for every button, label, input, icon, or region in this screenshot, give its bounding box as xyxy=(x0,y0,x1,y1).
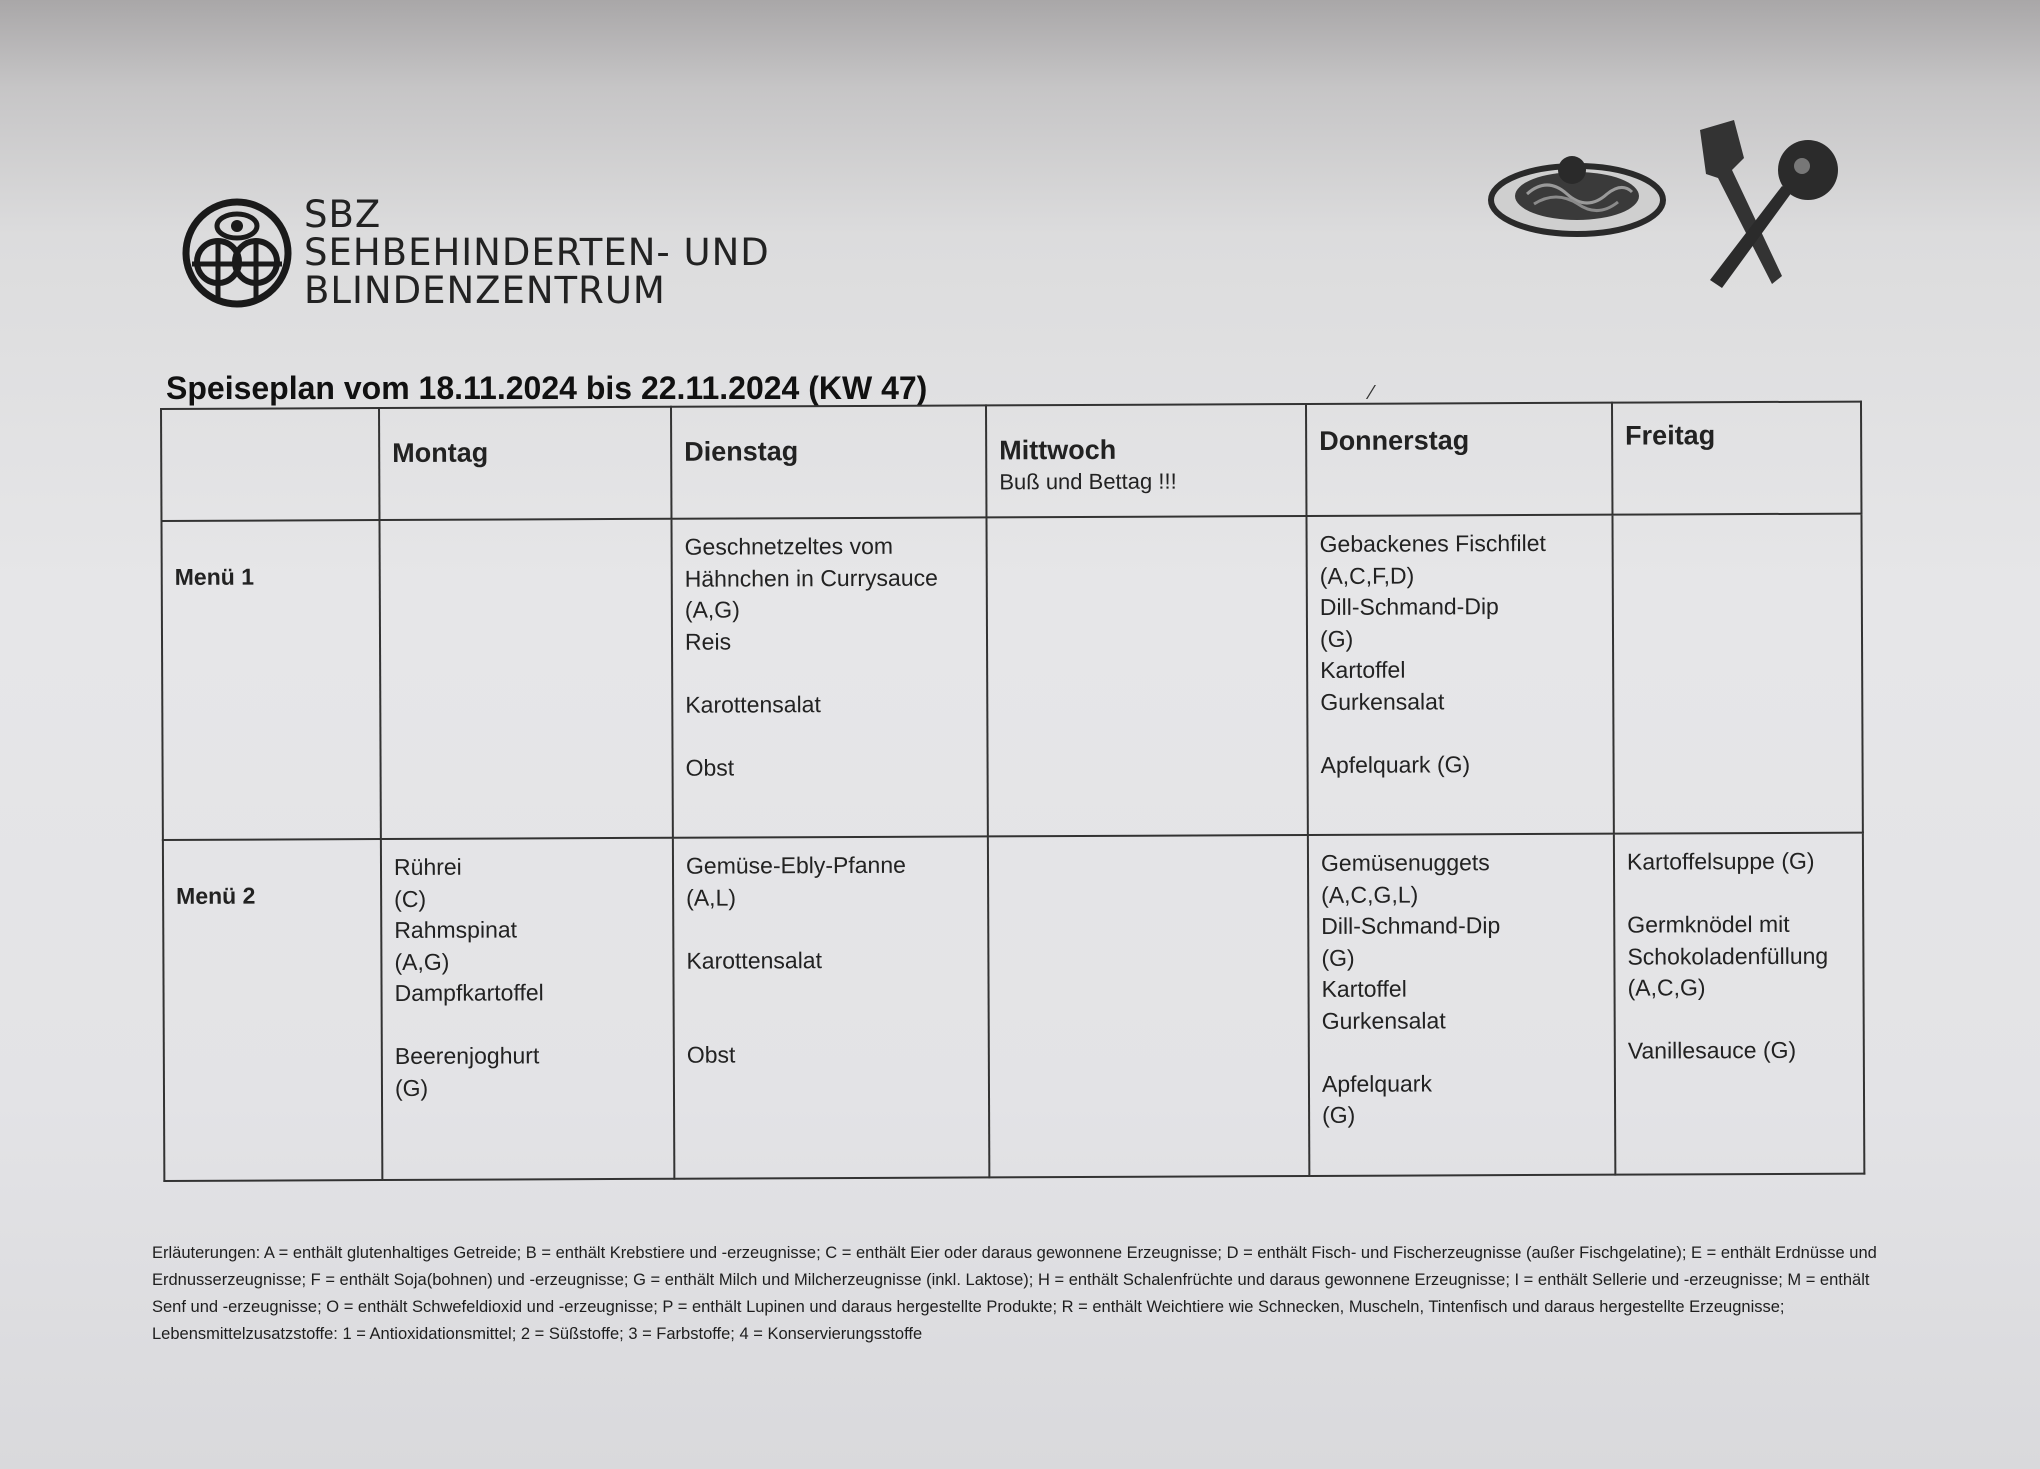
menu-cell xyxy=(988,835,1309,1177)
menu-cell xyxy=(986,516,1307,836)
dish-line: Hähnchen in Currysauce xyxy=(684,564,938,592)
page-title: Speiseplan vom 18.11.2024 bis 22.11.2024 (KW 47) xyxy=(166,370,928,406)
organization-name xyxy=(304,193,770,312)
menu-cell xyxy=(1614,833,1864,1175)
dish-line: Beerenjoghurt xyxy=(394,1042,540,1070)
dish-line: Obst xyxy=(685,754,735,781)
dish-line xyxy=(686,976,975,1009)
dish-line xyxy=(686,913,975,946)
dish-line: (G) xyxy=(1319,625,1354,652)
dish-line: (A,C,G) xyxy=(1627,974,1706,1001)
table-header-row xyxy=(161,402,1861,522)
dish-line: (C) xyxy=(394,885,427,912)
dish-line: Karottensalat xyxy=(686,946,823,974)
menu-row xyxy=(163,833,1864,1181)
day-name: Montag xyxy=(392,437,489,468)
header-day-cell xyxy=(1612,402,1861,515)
dish-line: Gurkensalat xyxy=(1320,688,1445,715)
dish-line: Karottensalat xyxy=(685,690,821,718)
menu-cell xyxy=(381,838,674,1180)
dish-line: Reis xyxy=(684,628,732,655)
dish-line: Kartoffel xyxy=(1320,656,1406,684)
dish-line: Apfelquark (G) xyxy=(1320,751,1471,778)
dish-line: Apfelquark xyxy=(1321,1070,1432,1097)
dish-line: (G) xyxy=(394,1074,429,1101)
day-note: Buß und Bettag !!! xyxy=(999,468,1177,495)
dish-line: Rahmspinat xyxy=(394,916,518,944)
food-decoration xyxy=(1482,118,1862,303)
day-name: Freitag xyxy=(1625,420,1716,451)
sbz-logo-icon xyxy=(180,196,294,315)
day-name: Dienstag xyxy=(684,436,799,467)
menu-label: Menü 2 xyxy=(163,839,382,1181)
org-line-1: SBZ xyxy=(304,193,382,236)
header-day-cell xyxy=(1306,403,1612,517)
dish-line: (A,G) xyxy=(684,596,740,623)
dish-line xyxy=(1322,1036,1602,1069)
dish-line xyxy=(1627,877,1850,909)
dish-line: Kartoffelsuppe (G) xyxy=(1626,847,1815,875)
allergen-legend: Erläuterungen: A = enthält glutenhaltiges Getreide; B = enthält Krebstiere und -erzeugnisse; C = enthält Eier oder daraus gewonnene Erzeugnisse; D = enthält Fisch- und Fischerzeugnisse (außer Fischgelatine); E = enthält Erdnüsse und Erdnusserzeugnisse; F = enthält Soja(bohnen) und -erzeugnisse; G = enthält Milch und Milcherzeugnisse (inkl. Laktose); H = enthält Schalenfrüchte und daraus gewonnene Erzeugnisse; I = enthält Sellerie und -erzeugnisse; M = enthält Senf und -erzeugnisse; O = enthält Schwefeldioxid und -erzeugnisse; P = enthält Lupinen und daraus hergestellte Produkte; R = enthält Weichtiere wie Schnecken, Muscheln, Tintenfisch und daraus hergestellte Erzeugnisse; Lebensmittelzusatzstoffe: 1 = Antioxidationsmittel; 2 = Süßstoffe; 3 = Farbstoffe; 4 = Konservierungsstoffe xyxy=(152,1244,1877,1343)
dish-line: Gurkensalat xyxy=(1321,1006,1446,1034)
header-corner-cell xyxy=(161,408,379,521)
dish-line: Geschnetzeltes vom xyxy=(684,533,894,560)
header-day-cell xyxy=(379,407,671,521)
dish-line: Gebackenes Fischfilet xyxy=(1319,530,1546,558)
spaghetti-plate-icon xyxy=(1491,156,1663,234)
menu-cell xyxy=(1308,834,1615,1176)
dish-line: Vanillesauce (G) xyxy=(1627,1036,1797,1064)
dish-line: (A,C,G,L) xyxy=(1321,881,1419,908)
day-name: Donnerstag xyxy=(1319,425,1470,456)
org-line-2: SEHBEHINDERTEN- UND xyxy=(304,231,770,274)
dish-line: Dill-Schmand-Dip xyxy=(1319,593,1499,621)
menu-cell xyxy=(671,518,987,838)
dish-line: Dampfkartoffel xyxy=(394,979,544,1007)
header-day-cell xyxy=(986,404,1306,518)
menu-cell xyxy=(1306,515,1613,835)
dish-line: (A,L) xyxy=(686,884,737,911)
dish-line: Schokoladenfüllung xyxy=(1627,942,1829,970)
dish-line: Rührei xyxy=(393,853,462,881)
dish-line: Gemüsenuggets xyxy=(1320,849,1490,877)
dish-line: Dill-Schmand-Dip xyxy=(1321,912,1501,940)
dish-line: (G) xyxy=(1322,1101,1356,1129)
menu-plan-table xyxy=(160,401,1865,1182)
dish-line xyxy=(1628,1003,1851,1035)
menu-cell xyxy=(673,836,989,1178)
dish-line xyxy=(1320,717,1600,750)
org-line-3: BLINDENZENTRUM xyxy=(304,269,666,312)
dish-line: Gemüse-Ebly-Pfanne xyxy=(685,851,906,879)
dish-line: Germknödel mit xyxy=(1627,910,1790,938)
dish-line xyxy=(395,1008,661,1041)
header-day-cell xyxy=(671,405,986,519)
dish-line xyxy=(685,657,974,690)
menu-cell xyxy=(379,519,672,839)
menu-row xyxy=(161,514,1862,840)
menu-label: Menü 1 xyxy=(161,520,380,840)
fork-and-spoon-icon xyxy=(1700,120,1838,288)
dish-line: (A,C,F,D) xyxy=(1319,562,1415,589)
dish-line: Kartoffel xyxy=(1321,975,1407,1003)
dish-line: (G) xyxy=(1321,944,1355,971)
dish-line xyxy=(685,720,974,753)
menu-cell xyxy=(1612,514,1862,834)
dish-line xyxy=(687,1007,976,1040)
dish-line: Obst xyxy=(686,1041,736,1068)
day-name: Mittwoch xyxy=(999,434,1117,466)
dish-line: (A,G) xyxy=(394,948,450,975)
pen-mark: ⁄ xyxy=(1370,382,1374,404)
